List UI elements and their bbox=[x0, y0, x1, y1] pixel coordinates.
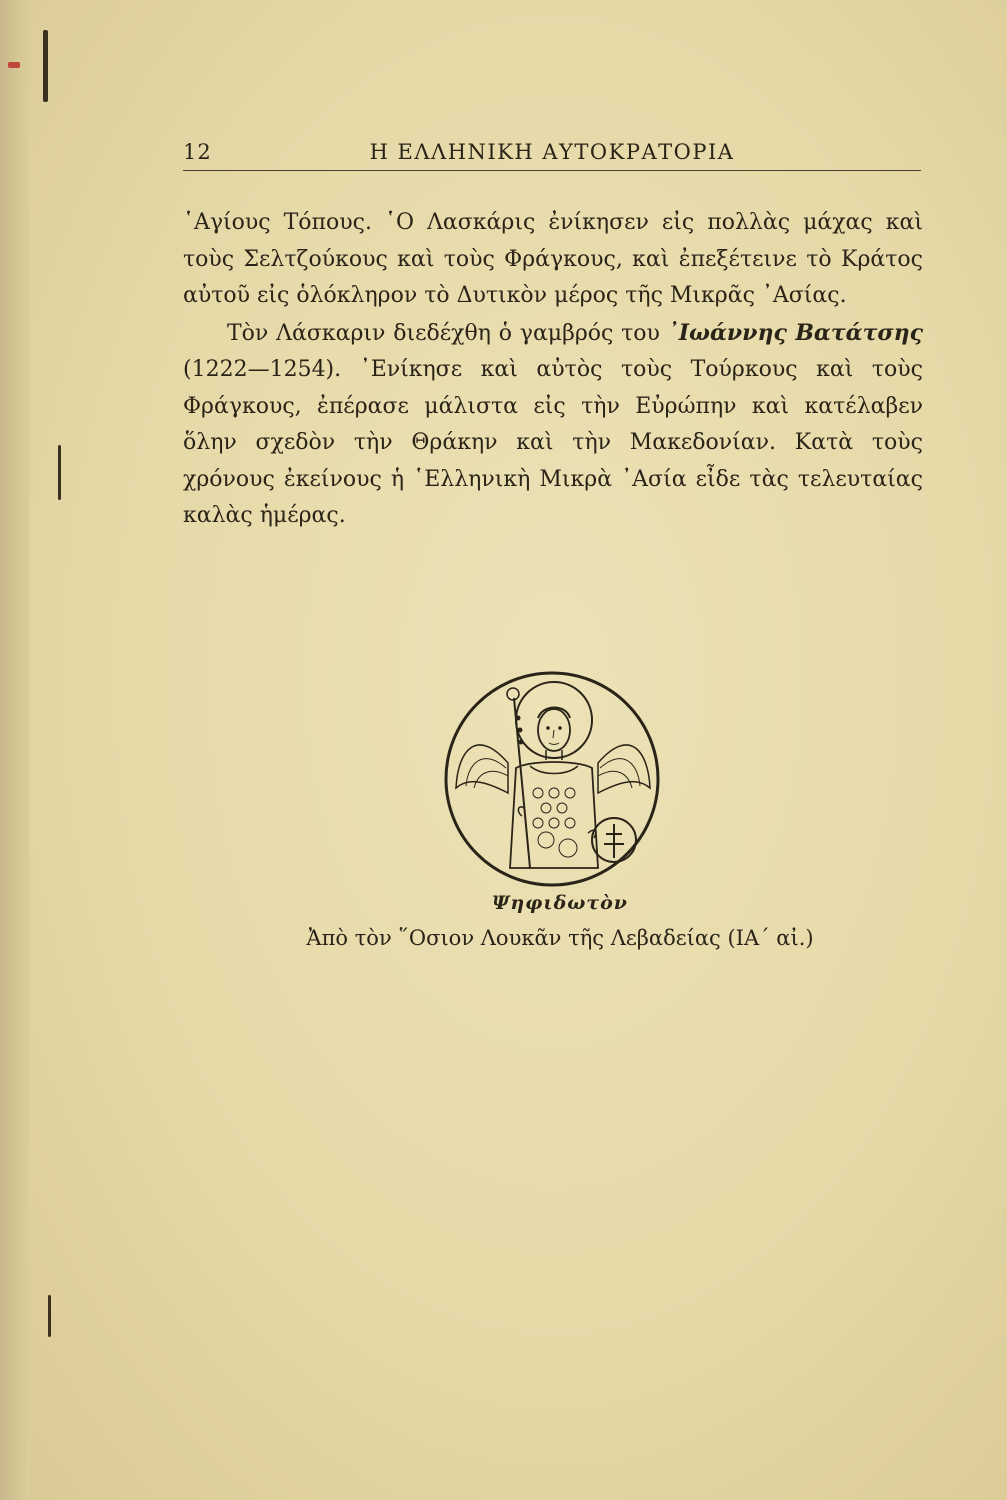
figure-caption-source: Ἀπὸ τὸν ῞Οσιον Λουκᾶν τῆς Λεβαδείας (ΙΑ΄ αἰ.) bbox=[306, 926, 814, 950]
paragraph-2-start: Τὸν Λάσκαριν διεδέχθη ὁ γαμβρός του bbox=[227, 320, 668, 346]
paragraph-2 bbox=[183, 315, 923, 535]
edge-mark bbox=[43, 30, 48, 102]
emperor-name: ᾿Ιωάννης Βατάτσης bbox=[667, 319, 923, 346]
running-header bbox=[183, 140, 921, 171]
page-number: 12 bbox=[183, 140, 212, 164]
paragraph-1: ῾Αγίους Τόπους. ῾Ο Λασκάρις ἐνίκησεν εἰς πολλὰς μάχας καὶ τοὺς Σελτζούκους καὶ τοὺς Φράγκους, καὶ ἐπεξέτεινε τὸ Κράτος αὐτοῦ εἰς ὁλόκληρον τὸ Δυτικὸν μέρος τῆς Μικρᾶς ᾿Ασίας. bbox=[183, 210, 923, 308]
figure-caption-title: Ψηφιδωτὸν bbox=[492, 892, 628, 914]
mosaic-illustration bbox=[438, 668, 666, 890]
edge-mark bbox=[48, 1295, 51, 1337]
running-title: Η ΕΛΛΗΝΙΚΗ ΑΥΤΟΚΡΑΤΟΡΙΑ bbox=[369, 140, 735, 164]
edge-mark bbox=[58, 445, 61, 500]
body-text bbox=[183, 205, 923, 535]
paragraph-2-rest: (1222—1254). ᾿Ενίκησε καὶ αὐτὸς τοὺς Τούρκους καὶ τοὺς Φράγκους, ἐπέρασε μάλιστα εἰς τὴν Εὐρώπην καὶ κατέλαβεν ὅλην σχεδὸν τὴν Θράκην καὶ τὴν Μακεδονίαν. Κατὰ τοὺς χρόνους ἐκείνους ἡ ῾Ελληνικὴ Μικρὰ ᾿Ασία εἶδε τὰς τελευταίας καλὰς ἡμέρας. bbox=[183, 357, 923, 528]
edge-mark bbox=[8, 62, 20, 68]
binding-edge bbox=[0, 0, 30, 1500]
